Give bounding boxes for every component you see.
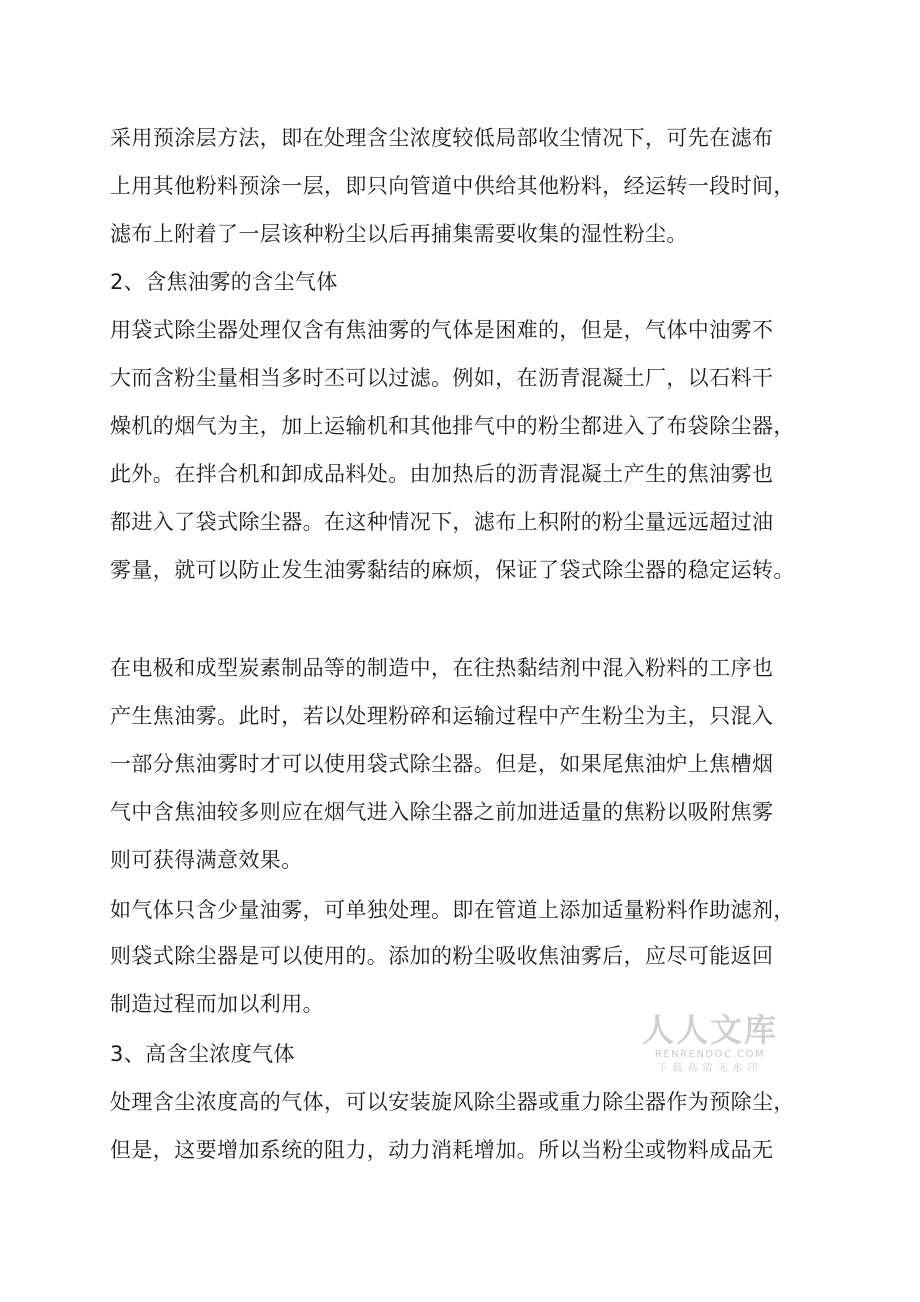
paragraph-line: 在电极和成型炭素制品等的制造中，在往热黏结剂中混入粉料的工序也 <box>110 656 774 680</box>
paragraph-line: 产生焦油雾。此时，若以处理粉碎和运输过程中产生粉尘为主，只混入 <box>110 704 774 728</box>
paragraph-line: 处理含尘浓度高的气体，可以安装旋风除尘器或重力除尘器作为预除尘， <box>110 1090 795 1114</box>
paragraph-line: 则可获得满意效果。 <box>110 848 303 872</box>
paragraph-line: 如气体只含少量油雾，可单独处理。即在管道上添加适量粉料作助滤剂， <box>110 898 795 922</box>
paragraph-line: 用袋式除尘器处理仅含有焦油雾的气体是困难的，但是，气体中油雾不 <box>110 318 774 342</box>
paragraph-line: 一部分焦油雾时才可以使用袋式除尘器。但是，如果尾焦油炉上焦槽烟 <box>110 752 774 776</box>
watermark-title: 人人文库 <box>641 1011 778 1049</box>
paragraph-line: 气中含焦油较多则应在烟气进入除尘器之前加进适量的焦粉以吸附焦雾 <box>110 800 774 824</box>
paragraph-line: 大而含粉尘量相当多时丕可以过滤。例如，在沥青混凝土厂，以石料干 <box>110 366 774 390</box>
paragraph-line: 但是，这要增加系统的阻力，动力消耗增加。所以当粉尘或物料成品无 <box>110 1138 774 1162</box>
paragraph-line: 制造过程而加以利用。 <box>110 992 324 1016</box>
paragraph-line: 滤布上附着了一层该种粉尘以后再捕集需要收集的湿性粉尘。 <box>110 222 688 246</box>
section-heading: 2、含焦油雾的含尘气体 <box>110 270 338 294</box>
watermark-url: RENRENDOC.COM <box>654 1049 766 1060</box>
paragraph-line: 则袋式除尘器是可以使用的。添加的粉尘吸收焦油雾后，应尽可能返回 <box>110 944 774 968</box>
paragraph-line: 采用预涂层方法，即在处理含尘浓度较低局部收尘情况下，可先在滤布 <box>110 126 774 150</box>
watermark <box>640 1012 780 1076</box>
watermark-subtitle: 下载高清无水印 <box>657 1063 763 1074</box>
paragraph-line: 雾量，就可以防止发生油雾黏结的麻烦，保证了袋式除尘器的稳定运转。 <box>110 558 795 582</box>
paragraph-line: 都进入了袋式除尘器。在这种情况下，滤布上积附的粉尘量远远超过油 <box>110 510 774 534</box>
paragraph-line: 燥机的烟气为主，加上运输机和其他排气中的粉尘都进入了布袋除尘器， <box>110 414 795 438</box>
section-heading: 3、高含尘浓度气体 <box>110 1042 295 1066</box>
paragraph-line: 此外。在拌合机和卸成品料处。由加热后的沥青混凝土产生的焦油雾也 <box>110 462 774 486</box>
paragraph-line: 上用其他粉料预涂一层，即只向管道中供给其他粉料，经运转一段时间， <box>110 174 795 198</box>
